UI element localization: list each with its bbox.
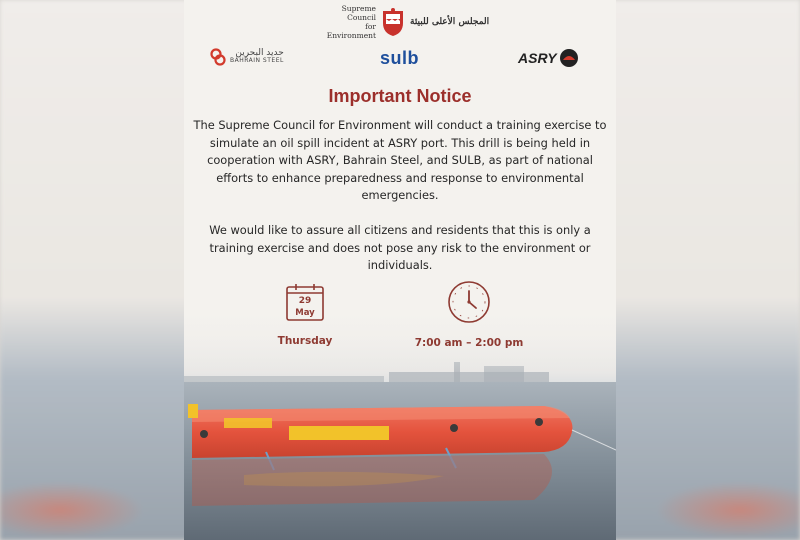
event-time <box>404 280 534 349</box>
partner-logos <box>184 48 616 72</box>
council-name-arabic: المجلس الأعلى للبيئة <box>410 17 490 27</box>
notice-title: Important Notice <box>328 86 472 106</box>
calendar-content <box>286 283 324 321</box>
calendar-month: May <box>295 308 315 318</box>
bahrain-steel-mark-icon <box>210 48 226 66</box>
council-emblem-icon <box>380 7 406 37</box>
notice-poster <box>184 0 616 540</box>
clock-icon <box>447 280 491 324</box>
sulb-logo: sulb <box>380 48 420 68</box>
event-weekday: Thursday <box>277 335 333 347</box>
bahrain-steel-logo <box>210 48 284 66</box>
asry-logo <box>518 48 579 68</box>
council-name <box>314 4 376 40</box>
event-time-range: 7:00 am – 2:00 pm <box>414 337 524 349</box>
notice-body <box>192 117 608 292</box>
calendar-day: 29 <box>298 296 312 306</box>
notice-paragraph-2: We would like to assure all citizens and residents that this is only a training exercise and does not pose any risk to the environment or individuals. <box>209 222 591 273</box>
bahrain-steel-latin: BAHRAIN STEEL <box>230 57 284 64</box>
bahrain-steel-text <box>230 49 284 65</box>
notice-paragraph-1: The Supreme Council for Environment will conduct a training exercise to simulate an oil spill incident at ASRY port. This drill is being held in cooperation with ASRY, Bahrain Steel, and SULB, as part of national efforts to enhance preparedness and response to environmental emergencies. <box>193 118 607 203</box>
council-name-line2: for Environment <box>326 22 376 40</box>
asry-mark-icon <box>559 48 579 68</box>
event-date <box>274 283 336 347</box>
council-header <box>314 6 494 38</box>
asry-wordmark: ASRY <box>518 50 557 66</box>
bahrain-steel-arabic: حديد البحرين <box>235 48 284 58</box>
council-name-line1: Supreme Council <box>341 4 376 22</box>
oil-spill-raft-photo <box>184 300 616 540</box>
